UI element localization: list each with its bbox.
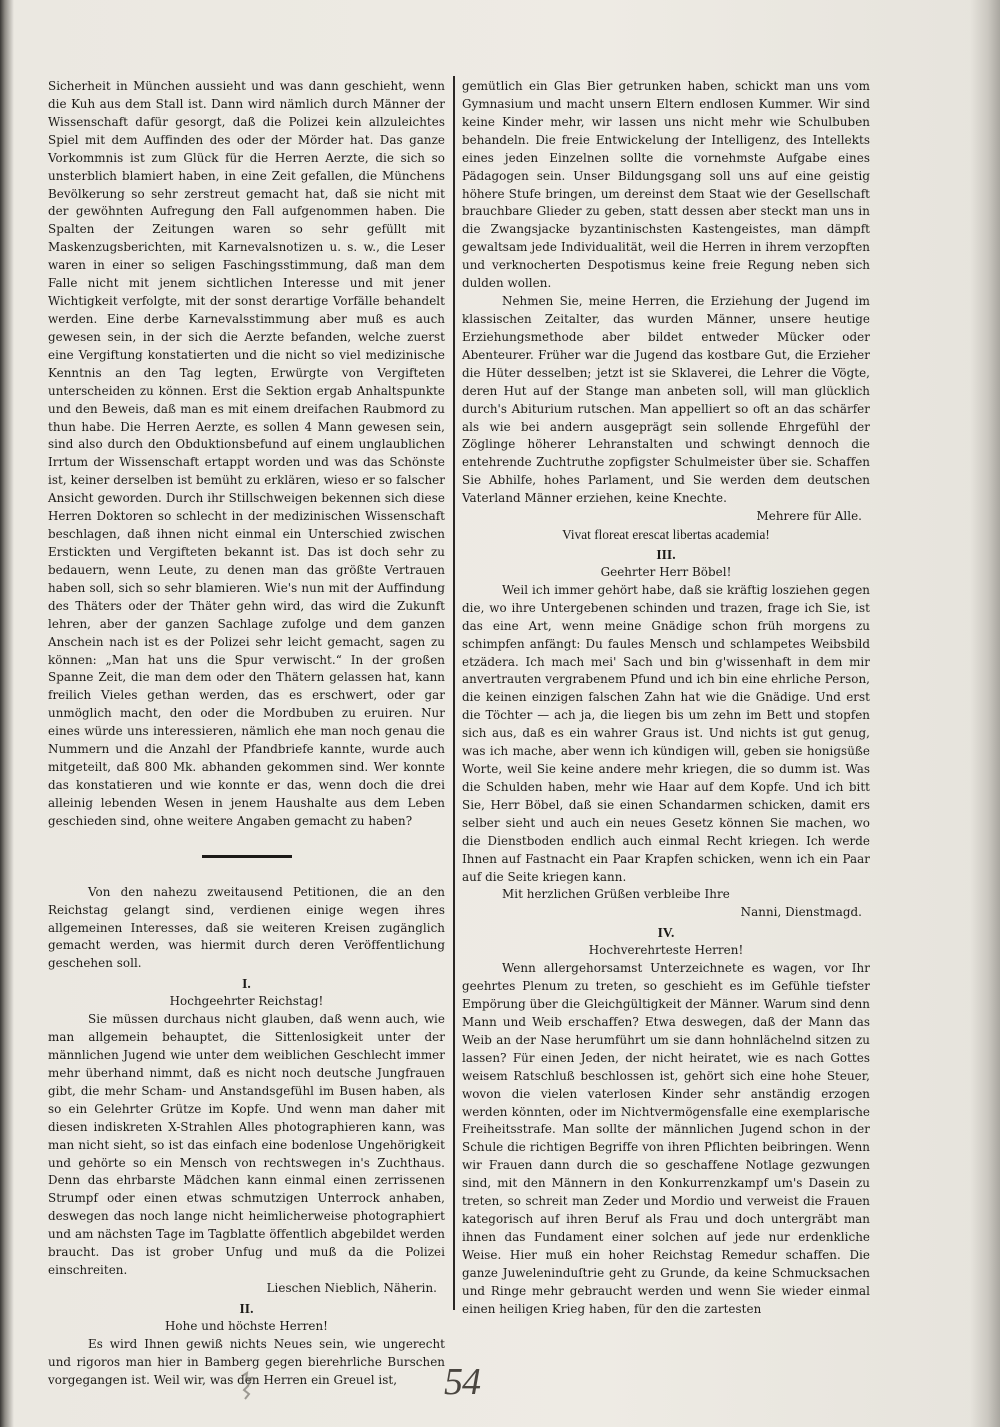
petition-3-body: Weil ich immer gehört habe, daß sie kräftig losziehen gegen die, wo ihre Untergebenen schinden und trazen, frage ich Sie, ist das eine Art, wenn meine Gnädige schon früh morgens zu schimpfen anfängt: Du faules Mensch und schlampetes Weibsbild etzädera. Ich mach mei' Sach und bin g'wissenhaft in dem mir anvertrauten vergrabenem Pfund und ich bin eine ehrliche Person, die keinen einzigen falschen Zahn hat wie die Gnädige. Und erst die Töchter — ach ja, die liegen bis um zehn im Bett und stopfen sich aus, daß es ein wahrer Graus ist. Und nichts ist gut genug, was ich mache, aber wenn ich kündigen will, geben sie honigsüße Worte, weil Sie keine andere mehr kriegen, die so dumm ist. Was die Schulden haben, mehr wie Haar auf dem Kopfe. Und ich bitt Sie, Herr Böbel, daß sie einen Schandarmen schicken, damit ers selber sieht und auch ein neues Gesetz können Sie machen, wo die Dienstboden endlich auch einmal Recht kriegen. Ich werde Ihnen auf Fastnacht ein Paar Krapfen schicken, wenn ich ein Paar auf die Seite kriegen kann.	[462, 582, 870, 884]
petition-1-body: Sie müssen durchaus nicht glauben, daß wenn auch, wie man allgemein behauptet, die Sittenlosigkeit unter der männlichen Jugend wie unter dem weiblichen Geschlecht immer mehr überhand nimmt, daß es nicht noch deutsche Jungfrauen gibt, die mehr Scham- und Anstandsgefühl im Busen haben, als so ein Gelehrter Grütze im Kopfe. Und wenn man daher mit diesen indiskreten X-Strahlen Alles photographieren kann, was man nicht sieht, so ist das einfach eine bodenlose Ungehörigkeit und gehörte so ein Mensch von rechtswegen in's Zuchthaus. Denn das ehrbarste Mädchen kann einmal einen zerrissenen Strumpf oder einen etwas schmutzigen Unterrock anhaben, deswegen das noch lange nicht heimlicherweise photographiert und am nächsten Tage im Tagblatte öffentlich abgebildet werden braucht. Das ist grober Unfug und muß da die Polizei einschreiten.	[48, 1012, 445, 1278]
handwritten-page-number: 54	[444, 1361, 480, 1403]
petition-2-body-cont: gemütlich ein Glas Bier getrunken haben, schickt man uns vom Gymnasium und macht unsern Eltern endlosen Kummer. Wir sind keine Kinder mehr, wir lassen uns nicht mehr wie Schulbuben behandeln. Die freie Entwickelung der Intelligenz, des Intellekts eines jeden Einzelnen sollte die vornehmste Aufgabe eines Pädagogen sein. Unser Bildungsgang soll uns auf eine geistig höhere Stufe bringen, um dereinst dem Staat wie der Gesellschaft brauchbare Glieder zu geben, statt dessen aber steckt man uns in die Zwangsjacke byzantinischsten Kastengeistes, man dämpft gewaltsam jede Individualität, weil die Herren in ihrem verzopften und verknocherten Despotismus keine freie Regung neben sich dulden wollen.	[462, 79, 870, 291]
section-numeral-4: IV.	[657, 925, 675, 941]
latin-motto: Vivat floreat erescat libertas academia!	[562, 527, 770, 543]
signature-3: Nanni, Dienstmagd.	[740, 905, 862, 920]
salutation-3: Geehrter Herr Böbel!	[600, 564, 732, 579]
petition-2-body-start: Es wird Ihnen gewiß nichts Neues sein, wie ungerecht und rigoros man hier in Bamberg gegen bierehrliche Burschen vorgegangen ist. Weil wir, was den Herren ein Greuel ist,	[48, 1336, 445, 1387]
petition-4-body: Wenn allergehorsamst Unterzeichnete es wagen, vor Ihr geehrtes Plenum zu treten, so geschieht es im Gefühle tiefster Empörung über die Gleichgültigkeit der Männer. Warum sind denn Mann und Weib erschaffen? Etwa deswegen, daß der Mann das Weib an der Nase herumführt um sie dann hohnlächelnd sitzen zu lassen? Für einen Jeden, der nicht heiratet, wie es nach Gottes weisem Ratschluß beschlossen ist, gehört sich eine hohe Steuer, wovon die vielen vaterlosen Kinder sehr anständig erzogen werden könnten, oder im Nichtvermögensfalle eine exemplarische Freiheitsstrafe. Man sollte der männlichen Jugend schon in der Schule die richtigen Begriffe von ihren Pflichten beibringen. Wenn wir Frauen dann durch die so geschaffene Notlage gezwungen sind, mit den Männern in den Konkurrenzkampf um's Dasein zu treten, so schreit man Zeder und Mordio und verweist die Frauen kategorisch auf ihren Beruf als Frau und doch untergräbt man ihnen das Fundament einer solchen auf jede nur erdenkliche Weise. Hier muß ein hoher Reichstag Remedur schaffen. Die ganze Juweleninduſtrie geht zu Grunde, da keine Schmucksachen und Ringe mehr gebraucht werden und wenn Sie wieder einmal einen heiligen Krieg haben, für den die zartesten	[462, 961, 870, 1316]
signature-1: Lieschen Nieblich, Näherin.	[266, 1281, 437, 1295]
petition-2-body-cont2: Nehmen Sie, meine Herren, die Erziehung der Jugend im klassischen Zeitalter, das wurden Männer, unsere heutige Erziehungsmethode aber bildet entweder Mücker oder Abenteurer. Früher war die Jugend das kostbare Gut, die Erzieher die Hüter desselben; jetzt ist sie Sklaverei, die Lehrer die Vögte, deren Hut auf der Stange man anbeten soll, will man glücklich durch's Abiturium rutschen. Man appelliert so oft an das schärfer als wie bei andern ausgeprägt sein sollende Ehrgefühl der Zöglinge höherer Lehranstalten und schwingt dennoch die entehrende Zuchtruthe zopfigster Schulmeister über sie. Schaffen Sie Abhilfe, hohes Parlament, und Sie werden dem deutschen Vaterland Männer erziehen, keine Knechte.	[462, 294, 870, 506]
column-divider	[453, 76, 455, 1310]
page-edge-shadow	[970, 0, 1000, 1427]
salutation-2: Hohe und höchste Herren!	[165, 1318, 328, 1333]
left-column	[48, 78, 445, 1390]
closing-3: Mit herzlichen Grüßen verbleibe Ihre	[502, 887, 730, 902]
salutation-1: Hochgeehrter Reichstag!	[169, 994, 324, 1009]
petitions-intro: Von den nahezu zweitausend Petitionen, die an den Reichstag gelangt sind, verdienen einige wegen ihres allgemeinen Interesses, daß sie weiteren Kreisen zugänglich gemacht werden, was hiermit durch deren Veröffentlichung geschehen soll.	[48, 884, 445, 971]
article-paragraph: Sicherheit in München aussieht und was dann geschieht, wenn die Kuh aus dem Stall ist. Dann wird nämlich durch Männer der Wissenschaft dafür gesorgt, daß die Polizei kein allzuleichtes Spiel mit dem Auffinden des oder der Mörder hat. Das ganze Vorkommnis ist zum Glück für die Herren Aerzte, die sich so unsterblich blamiert haben, in eine Zeit gefallen, die Münchens Bevölkerung so sehr zerstreut gemacht hat, daß sie nicht mit der gewöhnten Aufregung den Fall aufgenommen haben. Die Spalten der Zeitungen waren so sehr gefüllt mit Maskenzugsberichten, mit Karnevalsnotizen u. s. w., die Leser waren in einer so seligen Faschingsstimmung, daß man dem Falle nicht mit jenem sichtlichen Interesse und mit jener Wichtigkeit verfolgte, mit der sonst derartige Vorfälle behandelt werden. Eine derbe Karnevalsstimmung aber muß es auch gewesen sein, in der sich die Aerzte befanden, welche zuerst eine Vergiftung konstatierten und die nicht so viel medizinische Kenntnis an den Tag legten, Erwürgte von Vergifteten unterscheiden zu können. Erst die Sektion ergab Anhaltspunkte und den Beweis, daß man es mit einem dreifachen Raubmord zu thun habe. Die Herren Aerzte, es sollen 4 Mann gewesen sein, sind also durch den Obduktionsbefund auf einem unglaublichen Irrtum der Wissenschaft ertappt worden und was das Schönste ist, keiner derselben ist bemüht zu erklären, wieso er so falscher Ansicht geworden. Durch ihr Stillschweigen bekennen sich diese Herren Doktoren so schlecht in der medizinischen Wissenschaft beschlagen, daß ihnen nicht einmal ein Unterschied zwischen Erstickten und Vergifteten bekannt ist. Das ist doch sehr zu bedauern, wenn Leute, zu denen man das größte Vertrauen haben soll, sich so sehr blamieren. Wie's nun mit der Auffindung des Thäters oder der Thäter gehn wird, das wird die Zukunft lehren, aber der ganzen Sachlage zufolge und dem ganzen Anschein nach ist es der Polizei sehr leicht gemacht, sagen zu können: „Man hat uns die Spur verwischt.“ In der großen Spanne Zeit, die man dem oder den Thätern gelassen hat, kann freilich Vieles gethan werden, das es erschwert, oder gar unmöglich macht, den oder die Mordbuben zu eruiren. Nur eines würde uns interessieren, nämlich ehe man noch genau die Nummern und die Anzahl der Pfandbriefe kannte, wurde auch mitgeteilt, daß 800 Mk. abhanden gekommen sind. Wer konnte das konstatieren und wie konnte er das, wenn doch die drei alleinig lebenden Wesen in jenem Haushalte aus dem Leben geschieden sind, ohne weitere Angaben gemacht zu haben?	[48, 79, 445, 828]
section-numeral-1: I.	[242, 976, 251, 992]
ink-smudge-mark	[238, 1370, 260, 1402]
section-numeral-3: III.	[656, 546, 676, 562]
section-divider-rule	[202, 855, 292, 858]
section-numeral-2: II.	[239, 1300, 254, 1316]
right-column	[462, 78, 870, 1319]
salutation-4: Hochverehrteste Herren!	[588, 943, 744, 958]
signature-2: Mehrere für Alle.	[756, 509, 862, 524]
